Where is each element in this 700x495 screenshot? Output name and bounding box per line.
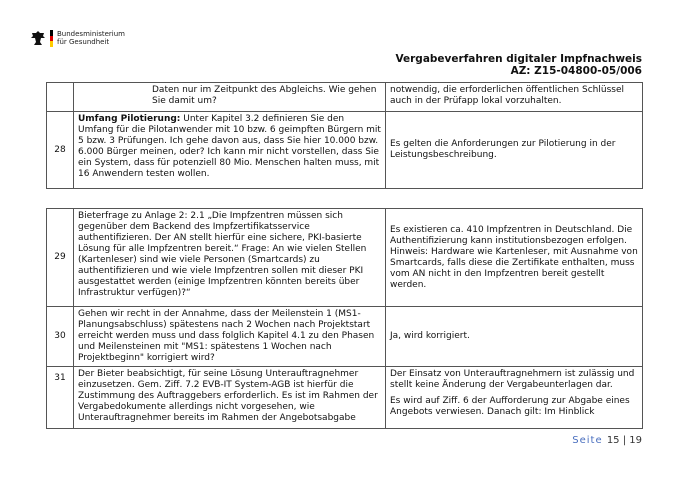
document-reference: AZ: Z15-04800-05/006 [510, 65, 642, 77]
row-number: 31 [47, 367, 74, 429]
answer-cell: notwendig, die erforderlichen öffentlichen Schlüssel auch in der Prüfapp lokal vorzuhalten. [386, 83, 643, 112]
row-number [47, 83, 74, 112]
question-cell: Daten nur im Zeitpunkt des Abgleichs. Wie gehen Sie damit um? [74, 83, 386, 112]
answer-paragraph: Der Einsatz von Unterauftragnehmern ist zulässig und stellt keine Änderung der Vergabeunterlagen dar. [390, 369, 635, 390]
question-cell: Bieterfrage zu Anlage 2: 2.1 „Die Impfzentren müssen sich gegenüber dem Backend des Impfzertifikatsservice authentifizieren. Der AN stellt hierfür eine sichere, PKI-basierte Lösung für alle Impfzentren bereit.“ Frage: An wie vielen Stellen (Kartenleser) sind wie viele Personen (Smartcards) zu authentifizieren und wie viele Impfzentren sollen mit dieser PKI ausgestattet werden (einige Impfzentren könnten bereits über Infrastruktur verfügen)?“ [74, 209, 386, 307]
ministry-name: Bundesministerium für Gesundheit [57, 30, 125, 46]
question-cell [74, 112, 386, 189]
page-label: Seite [572, 435, 603, 446]
question-cell: Der Bieter beabsichtigt, für seine Lösung Unterauftragnehmer einzusetzen. Gem. Ziff. 7.2 EVB-IT System-AGB ist hierfür die Zustimmung des Auftraggebers erforderlich. Es ist im Rahmen der Vergabedokumente allerdings nicht vorgesehen, wie Unterauftragnehmer bereits im Rahmen der Angebotsabgabe [74, 367, 386, 429]
answer-paragraph: Es wird auf Ziff. 6 der Aufforderung zur Abgabe eines Angebots verwiesen. Danach gilt: Im Hinblick [390, 396, 630, 417]
table-row [47, 367, 643, 429]
federal-eagle-icon [30, 30, 46, 46]
document-header [395, 53, 642, 77]
answer-cell [386, 367, 643, 429]
answer-paragraph: Hinweis: Hardware wie Kartenleser, mit Ausnahme von Smartcards, falls diese die Zertifikate enthalten, muss vom AN nicht in den Impfzentren bereit gestellt werden. [390, 246, 638, 290]
row-number: 29 [47, 209, 74, 307]
german-flag-stripe [50, 30, 53, 47]
row-number: 30 [47, 307, 74, 367]
qa-table-top [46, 82, 643, 189]
ministry-logo [30, 30, 125, 47]
question-text: Unter Kapitel 3.2 definieren Sie den Umfang für die Pilotanwender mit 10 bzw. 6 geimpften Bürgern mit 5 bzw. 3 Prüfungen. Ich gehe davon aus, dass Sie hier 10.000 bzw. 6.000 Bürger meinen, oder? Ich kann mir nicht vorstellen, dass Sie ein System, dass für potenziell 80 Mio. Menschen halten muss, mit 16 Anwendern testen wollen. [78, 114, 381, 179]
table-row [47, 112, 643, 189]
qa-table-bottom [46, 208, 643, 429]
table-row [47, 307, 643, 367]
page-footer [572, 435, 642, 446]
question-heading: Umfang Pilotierung: [78, 114, 181, 124]
row-number: 28 [47, 112, 74, 189]
page-number: 15 | 19 [606, 435, 642, 446]
answer-cell: Ja, wird korrigiert. [386, 307, 643, 367]
table-row [47, 209, 643, 307]
question-cell: Gehen wir recht in der Annahme, dass der Meilenstein 1 (MS1-Planungsabschluss) spätestens nach 2 Wochen nach Projektstart erreicht werden muss und dass folglich Kapitel 4.1 zu den Phasen und Meilensteinen mit "MS1: spätestens 1 Wochen nach Projektbeginn" korrigiert wird? [74, 307, 386, 367]
table-row [47, 83, 643, 112]
answer-cell [386, 209, 643, 307]
document-title: Vergabeverfahren digitaler Impfnachweis [395, 53, 642, 65]
answer-paragraph: Es existieren ca. 410 Impfzentren in Deutschland. Die Authentifizierung kann institutionsbezogen erfolgen. [390, 224, 633, 246]
answer-cell: Es gelten die Anforderungen zur Pilotierung in der Leistungsbeschreibung. [386, 112, 643, 189]
